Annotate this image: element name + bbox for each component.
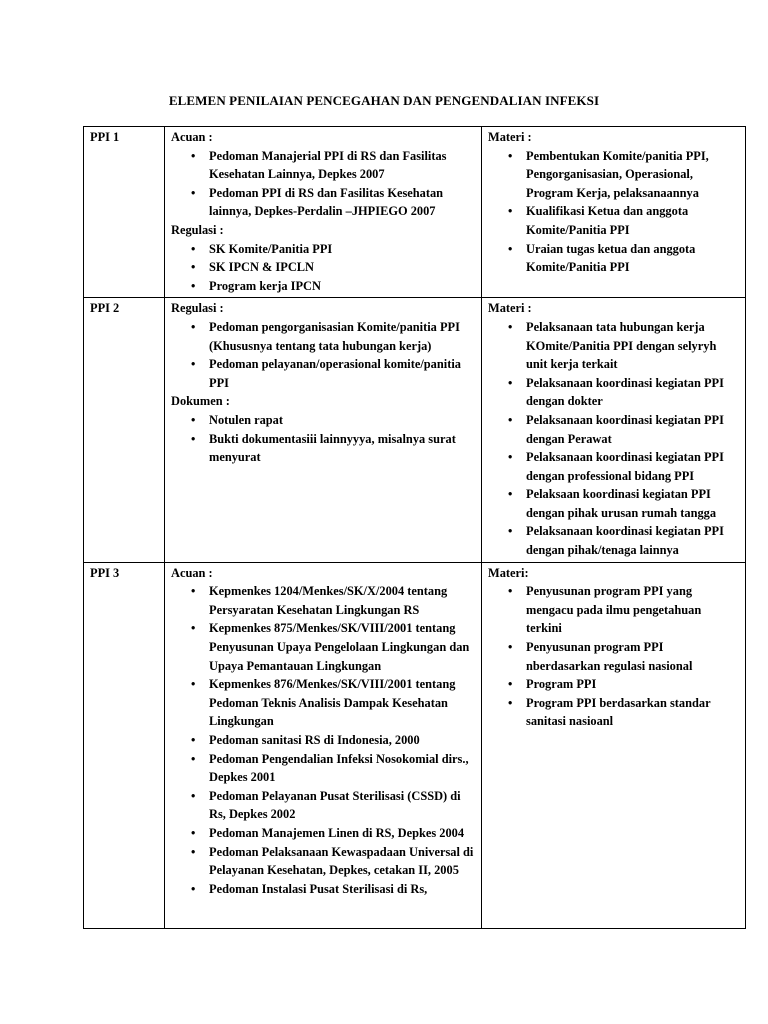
row-label: PPI 1 [90,130,120,144]
bullet-icon: • [191,621,196,636]
material-cell [482,298,746,562]
list-item [191,240,475,259]
bullet-icon: • [191,733,196,747]
list-item [508,485,739,522]
list-item-text: Pedoman Instalasi Pusat Sterilisasi di Rs, [209,881,428,896]
list-item-text: Program PPI [526,677,597,692]
list-item [508,694,739,731]
list-item [191,184,475,221]
section-heading: Regulasi : [171,301,224,316]
list-item [191,880,475,899]
reference-cell [165,562,482,928]
list-item [191,824,475,843]
list-item [191,258,475,277]
bullet-icon: • [191,788,196,803]
bullet-list [171,318,475,392]
row-label: PPI 3 [90,565,120,580]
bullet-icon: • [191,431,196,446]
bullet-icon: • [191,412,196,427]
bullet-icon: • [191,844,196,859]
list-item-text: Pembentukan Komite/panitia PPI, Pengorganisasian, Operasional, Program Kerja, pelaksanaannya [526,148,709,200]
bullet-icon: • [508,241,513,256]
row-label-cell [84,562,165,928]
list-item-text: Pedoman Pengendalian Infeksi Nosokomial dirs., Depkes 2001 [209,751,469,785]
list-item-text: Program PPI berdasarkan standar sanitasi nasioanl [526,695,711,729]
bullet-icon: • [191,825,196,840]
list-item-text: Pelaksanaan koordinasi kegiatan PPI dengan pihak/tenaga lainnya [526,524,724,558]
list-item-text: Pedoman Pelaksanaan Kewaspadaan Universal di Pelayanan Kesehatan, Depkes, cetakan II, 2005 [209,844,474,878]
section-heading: Dokumen : [171,394,230,409]
list-item-text: Penyusunan program PPI yang mengacu pada ilmu pengetahuan terkini [526,584,702,636]
list-item [508,147,739,203]
bullet-icon: • [508,584,513,599]
bullet-icon: • [508,319,513,334]
list-item-text: Bukti dokumentasiii lainnyyya, misalnya surat menyurat [209,431,456,465]
bullet-icon: • [191,260,196,275]
list-item-text: Pedoman Manajerial PPI di RS dan Fasilitas Kesehatan Lainnya, Depkes 2007 [209,148,447,182]
bullet-icon: • [508,204,513,219]
bullet-icon: • [191,241,196,256]
bullet-list [488,582,739,731]
list-item-text: SK Komite/Panitia PPI [209,241,333,256]
row-label-cell [84,298,165,562]
bullet-icon: • [508,677,513,692]
list-item [508,638,739,675]
bullet-icon: • [191,881,196,896]
material-cell [482,127,746,298]
list-item [508,582,739,638]
row-label: PPI 2 [90,301,120,316]
reference-cell [165,298,482,562]
list-item [191,430,475,467]
left-cell-content [165,127,481,297]
list-item [508,318,739,374]
bullet-list [171,240,475,296]
list-item [191,277,475,296]
list-item-text: Pedoman PPI di RS dan Fasilitas Kesehatan lainnya, Depkes-Perdalin –JHPIEGO 2007 [209,185,444,219]
section-heading: Acuan : [171,565,213,580]
section-heading: Regulasi : [171,222,224,237]
list-item [508,411,739,448]
bullet-list [171,147,475,221]
list-item [191,843,475,880]
list-item [191,411,475,430]
section-heading: Materi: [488,565,529,580]
list-item-text: Penyusunan program PPI nberdasarkan regulasi nasional [526,640,693,673]
list-item-text: Kepmenkes 1204/Menkes/SK/X/2004 tentang Persyaratan Kesehatan Lingkungan RS [209,584,448,617]
left-cell-content [165,298,481,468]
list-item-text: Pelaksanaan koordinasi kegiatan PPI dengan dokter [526,375,724,409]
bullet-icon: • [191,584,196,599]
list-item [508,522,739,559]
assessment-table [83,126,746,929]
list-item-text: Notulen rapat [209,412,283,427]
bullet-icon: • [508,487,513,502]
bullet-list [171,582,475,898]
row-label-cell [84,127,165,298]
list-item [508,675,739,694]
reference-cell [165,127,482,298]
list-item [191,147,475,184]
section-heading: Acuan : [171,130,213,144]
list-item-text: Pedoman pengorganisasian Komite/panitia PPI (Khususnya tentang tata hubungan kerja) [209,319,460,353]
list-item-text: Program kerja IPCN [209,278,321,293]
list-item [191,355,475,392]
list-item [191,750,475,787]
right-cell-content [482,563,745,733]
bullet-icon: • [191,319,196,334]
list-item-text: Pelaksanaan koordinasi kegiatan PPI dengan professional bidang PPI [526,450,724,483]
bullet-icon: • [508,450,513,465]
list-item-text: Kepmenkes 876/Menkes/SK/VIII/2001 tentang Pedoman Teknis Analisis Dampak Kesehatan Lingkungan [209,677,456,729]
list-item-text: Pelaksanaan koordinasi kegiatan PPI dengan Perawat [526,412,724,446]
bullet-list [488,318,739,560]
list-item-text: Uraian tugas ketua dan anggota Komite/Panitia PPI [526,241,696,275]
bullet-icon: • [191,185,196,200]
bullet-list [488,147,739,277]
material-cell [482,562,746,928]
list-item [508,202,739,239]
list-item-text: Pedoman sanitasi RS di Indonesia, 2000 [209,733,420,747]
list-item [191,318,475,355]
table-row [84,127,746,298]
bullet-icon: • [191,148,196,163]
list-item [508,448,739,485]
list-item-text: SK IPCN & IPCLN [209,260,314,275]
bullet-icon: • [508,412,513,427]
list-item [191,582,475,619]
list-item [191,787,475,824]
list-item [508,374,739,411]
section-heading: Materi : [488,301,532,316]
bullet-icon: • [508,695,513,710]
list-item [191,731,475,750]
bullet-icon: • [508,375,513,390]
bullet-icon: • [191,357,196,372]
list-item [191,619,475,675]
bullet-icon: • [191,278,196,293]
list-item-text: Pedoman Manajemen Linen di RS, Depkes 2004 [209,825,465,840]
bullet-icon: • [508,148,513,163]
list-item-text: Pelaksanaan tata hubungan kerja KOmite/Panitia PPI dengan selyryh unit kerja terkait [526,319,717,372]
table-row [84,562,746,928]
document-title: ELEMEN PENILAIAN PENCEGAHAN DAN PENGENDALIAN INFEKSI [168,93,600,108]
table-row [84,298,746,562]
left-cell-content [165,563,481,901]
list-item-text: Kepmenkes 875/Menkes/SK/VIII/2001 tentang Penyusunan Upaya Pengelolaan Lingkungan dan Upaya Pemantauan Lingkungan [209,621,470,673]
bullet-icon: • [191,751,196,766]
bullet-icon: • [191,677,196,692]
list-item [508,240,739,277]
bullet-icon: • [508,524,513,539]
list-item [191,675,475,731]
list-item-text: Pedoman Pelayanan Pusat Sterilisasi (CSSD) di Rs, Depkes 2002 [209,788,461,822]
section-heading: Materi : [488,130,532,144]
right-cell-content [482,298,745,561]
right-cell-content [482,127,745,279]
list-item-text: Pedoman pelayanan/operasional komite/panitia PPI [209,357,461,390]
bullet-list [171,411,475,467]
list-item-text: Pelaksaan koordinasi kegiatan PPI dengan pihak urusan rumah tangga [526,487,717,520]
bullet-icon: • [508,640,513,655]
list-item-text: Kualifikasi Ketua dan anggota Komite/Panitia PPI [526,204,689,237]
